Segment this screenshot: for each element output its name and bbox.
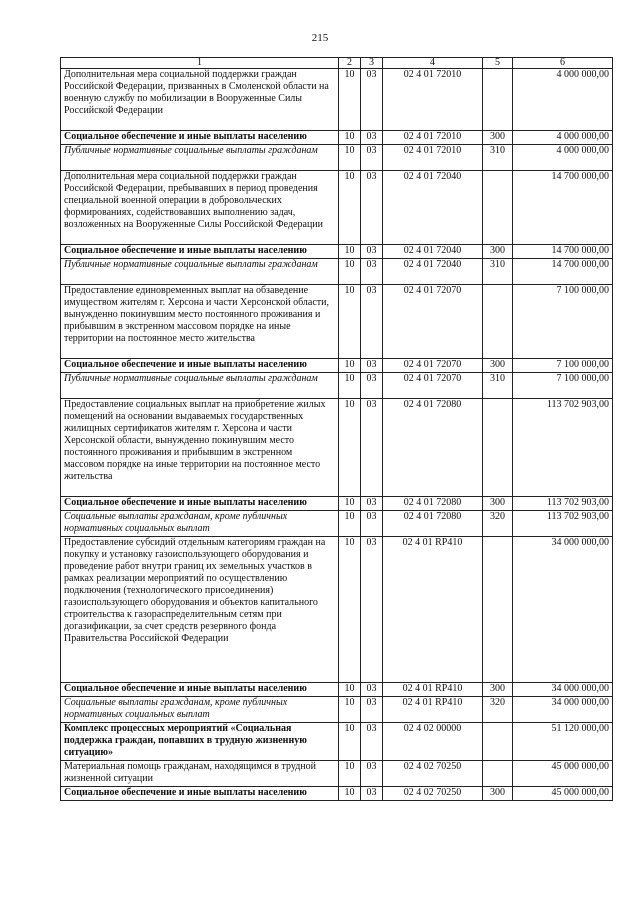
cell-name: Материальная помощь гражданам, находящимся в трудной жизненной ситуации bbox=[61, 761, 339, 787]
cell-amount: 14 700 000,00 bbox=[513, 259, 613, 285]
header-col-2: 2 bbox=[339, 58, 361, 69]
cell-section: 10 bbox=[339, 171, 361, 245]
cell-target-code: 02 4 01 72040 bbox=[383, 259, 483, 285]
cell-name: Социальное обеспечение и иные выплаты населению bbox=[61, 245, 339, 259]
table-row bbox=[61, 171, 613, 245]
cell-name: Предоставление единовременных выплат на обзаведение имуществом жителям г. Херсона и части Херсонской области, вынужденно покинувшим место постоянного проживания и прибывшим в экстренном массовом порядке на иные территории на постоянное место жительства bbox=[61, 285, 339, 359]
table-header-row bbox=[61, 58, 613, 69]
table-row bbox=[61, 131, 613, 145]
cell-name: Социальное обеспечение и иные выплаты населению bbox=[61, 131, 339, 145]
cell-subsection: 03 bbox=[361, 787, 383, 801]
cell-target-code: 02 4 01 RP410 bbox=[383, 683, 483, 697]
cell-amount: 113 702 903,00 bbox=[513, 399, 613, 497]
cell-target-code: 02 4 01 72070 bbox=[383, 359, 483, 373]
table-row bbox=[61, 399, 613, 497]
cell-section: 10 bbox=[339, 145, 361, 171]
cell-subsection: 03 bbox=[361, 723, 383, 761]
cell-name: Публичные нормативные социальные выплаты гражданам bbox=[61, 373, 339, 399]
cell-section: 10 bbox=[339, 697, 361, 723]
cell-expense-type: 300 bbox=[483, 683, 513, 697]
cell-subsection: 03 bbox=[361, 373, 383, 399]
table-row bbox=[61, 761, 613, 787]
cell-expense-type: 310 bbox=[483, 145, 513, 171]
header-col-1: 1 bbox=[61, 58, 339, 69]
cell-target-code: 02 4 01 72010 bbox=[383, 69, 483, 131]
cell-expense-type: 320 bbox=[483, 511, 513, 537]
table-row bbox=[61, 683, 613, 697]
cell-target-code: 02 4 01 72010 bbox=[383, 131, 483, 145]
cell-target-code: 02 4 01 72080 bbox=[383, 399, 483, 497]
cell-subsection: 03 bbox=[361, 259, 383, 285]
cell-amount: 14 700 000,00 bbox=[513, 245, 613, 259]
cell-subsection: 03 bbox=[361, 399, 383, 497]
cell-subsection: 03 bbox=[361, 245, 383, 259]
cell-section: 10 bbox=[339, 373, 361, 399]
cell-amount: 45 000 000,00 bbox=[513, 787, 613, 801]
table-row bbox=[61, 511, 613, 537]
cell-name: Социальные выплаты гражданам, кроме публичных нормативных социальных выплат bbox=[61, 697, 339, 723]
table-row bbox=[61, 359, 613, 373]
cell-target-code: 02 4 01 72080 bbox=[383, 511, 483, 537]
cell-target-code: 02 4 01 72010 bbox=[383, 145, 483, 171]
cell-name: Предоставление социальных выплат на приобретение жилых помещений на основании выдаваемых государственных жилищных сертификатов жителям г. Херсона и части Херсонской области, вынужденно покинувшим место постоянного проживания и прибывшим в экстренном массовом порядке на иные территории на постоянное место жительства bbox=[61, 399, 339, 497]
cell-section: 10 bbox=[339, 787, 361, 801]
cell-amount: 4 000 000,00 bbox=[513, 131, 613, 145]
cell-expense-type bbox=[483, 723, 513, 761]
cell-subsection: 03 bbox=[361, 511, 383, 537]
cell-expense-type: 300 bbox=[483, 359, 513, 373]
header-col-6: 6 bbox=[513, 58, 613, 69]
cell-target-code: 02 4 01 72040 bbox=[383, 245, 483, 259]
table-row bbox=[61, 245, 613, 259]
cell-section: 10 bbox=[339, 761, 361, 787]
cell-subsection: 03 bbox=[361, 497, 383, 511]
cell-target-code: 02 4 02 70250 bbox=[383, 787, 483, 801]
cell-subsection: 03 bbox=[361, 69, 383, 131]
cell-target-code: 02 4 01 72040 bbox=[383, 171, 483, 245]
cell-name: Социальные выплаты гражданам, кроме публичных нормативных социальных выплат bbox=[61, 511, 339, 537]
cell-amount: 4 000 000,00 bbox=[513, 145, 613, 171]
cell-amount: 51 120 000,00 bbox=[513, 723, 613, 761]
header-col-3: 3 bbox=[361, 58, 383, 69]
cell-name: Комплекс процессных мероприятий «Социальная поддержка граждан, попавших в трудную жизненную ситуацию» bbox=[61, 723, 339, 761]
cell-amount: 34 000 000,00 bbox=[513, 683, 613, 697]
cell-target-code: 02 4 01 72070 bbox=[383, 285, 483, 359]
cell-amount: 7 100 000,00 bbox=[513, 373, 613, 399]
cell-expense-type: 300 bbox=[483, 787, 513, 801]
cell-expense-type bbox=[483, 69, 513, 131]
cell-amount: 34 000 000,00 bbox=[513, 537, 613, 683]
table-row bbox=[61, 697, 613, 723]
cell-target-code: 02 4 01 RP410 bbox=[383, 697, 483, 723]
cell-amount: 14 700 000,00 bbox=[513, 171, 613, 245]
cell-subsection: 03 bbox=[361, 131, 383, 145]
table-row bbox=[61, 145, 613, 171]
cell-section: 10 bbox=[339, 723, 361, 761]
header-col-5: 5 bbox=[483, 58, 513, 69]
cell-expense-type: 310 bbox=[483, 259, 513, 285]
cell-subsection: 03 bbox=[361, 537, 383, 683]
cell-expense-type bbox=[483, 171, 513, 245]
cell-section: 10 bbox=[339, 399, 361, 497]
table-row bbox=[61, 723, 613, 761]
cell-section: 10 bbox=[339, 245, 361, 259]
cell-name: Социальное обеспечение и иные выплаты населению bbox=[61, 497, 339, 511]
cell-name: Дополнительная мера социальной поддержки граждан Российской Федерации, пребывавших в период проведения специальной военной операции в добровольческих формированиях, содействовавших выполнению задач, возложенных на Вооруженные Силы Российской Федерации bbox=[61, 171, 339, 245]
table-row bbox=[61, 285, 613, 359]
cell-expense-type bbox=[483, 285, 513, 359]
cell-section: 10 bbox=[339, 497, 361, 511]
cell-subsection: 03 bbox=[361, 145, 383, 171]
cell-subsection: 03 bbox=[361, 171, 383, 245]
cell-subsection: 03 bbox=[361, 683, 383, 697]
cell-target-code: 02 4 02 70250 bbox=[383, 761, 483, 787]
cell-name: Социальное обеспечение и иные выплаты населению bbox=[61, 787, 339, 801]
cell-expense-type: 300 bbox=[483, 131, 513, 145]
cell-expense-type: 300 bbox=[483, 245, 513, 259]
cell-section: 10 bbox=[339, 131, 361, 145]
cell-amount: 7 100 000,00 bbox=[513, 359, 613, 373]
cell-name: Социальное обеспечение и иные выплаты населению bbox=[61, 683, 339, 697]
cell-expense-type bbox=[483, 761, 513, 787]
cell-subsection: 03 bbox=[361, 761, 383, 787]
header-col-4: 4 bbox=[383, 58, 483, 69]
page-number: 215 bbox=[311, 32, 329, 44]
cell-expense-type: 320 bbox=[483, 697, 513, 723]
cell-section: 10 bbox=[339, 69, 361, 131]
cell-amount: 45 000 000,00 bbox=[513, 761, 613, 787]
cell-subsection: 03 bbox=[361, 697, 383, 723]
cell-section: 10 bbox=[339, 683, 361, 697]
cell-section: 10 bbox=[339, 359, 361, 373]
table-row bbox=[61, 537, 613, 683]
cell-amount: 113 702 903,00 bbox=[513, 511, 613, 537]
cell-amount: 34 000 000,00 bbox=[513, 697, 613, 723]
cell-name: Социальное обеспечение и иные выплаты населению bbox=[61, 359, 339, 373]
table-row bbox=[61, 787, 613, 801]
cell-amount: 113 702 903,00 bbox=[513, 497, 613, 511]
cell-subsection: 03 bbox=[361, 285, 383, 359]
cell-name: Предоставление субсидий отдельным категориям граждан на покупку и установку газоиспользующего оборудования и проведение работ внутри границ их земельных участков в рамках реализации мероприятий по осуществлению подключения (технологического присоединения) газоиспользующего оборудования и объектов капитального строительства к газораспределительным сетям при догазификации, за счет средств резервного фонда Правительства Российской Федерации bbox=[61, 537, 339, 683]
cell-name: Публичные нормативные социальные выплаты гражданам bbox=[61, 259, 339, 285]
cell-section: 10 bbox=[339, 259, 361, 285]
cell-section: 10 bbox=[339, 511, 361, 537]
cell-subsection: 03 bbox=[361, 359, 383, 373]
cell-name: Публичные нормативные социальные выплаты гражданам bbox=[61, 145, 339, 171]
budget-table bbox=[60, 57, 613, 801]
cell-expense-type bbox=[483, 537, 513, 683]
cell-amount: 4 000 000,00 bbox=[513, 69, 613, 131]
cell-target-code: 02 4 01 72070 bbox=[383, 373, 483, 399]
cell-expense-type: 310 bbox=[483, 373, 513, 399]
cell-amount: 7 100 000,00 bbox=[513, 285, 613, 359]
table-row bbox=[61, 373, 613, 399]
cell-target-code: 02 4 02 00000 bbox=[383, 723, 483, 761]
table-row bbox=[61, 497, 613, 511]
cell-section: 10 bbox=[339, 537, 361, 683]
cell-target-code: 02 4 01 RP410 bbox=[383, 537, 483, 683]
cell-name: Дополнительная мера социальной поддержки граждан Российской Федерации, призванных в Смоленской области на военную службу по мобилизации в Вооруженные Силы Российской Федерации bbox=[61, 69, 339, 131]
table-row bbox=[61, 259, 613, 285]
table-body bbox=[61, 69, 613, 801]
cell-expense-type: 300 bbox=[483, 497, 513, 511]
cell-target-code: 02 4 01 72080 bbox=[383, 497, 483, 511]
cell-section: 10 bbox=[339, 285, 361, 359]
table-row bbox=[61, 69, 613, 131]
cell-expense-type bbox=[483, 399, 513, 497]
